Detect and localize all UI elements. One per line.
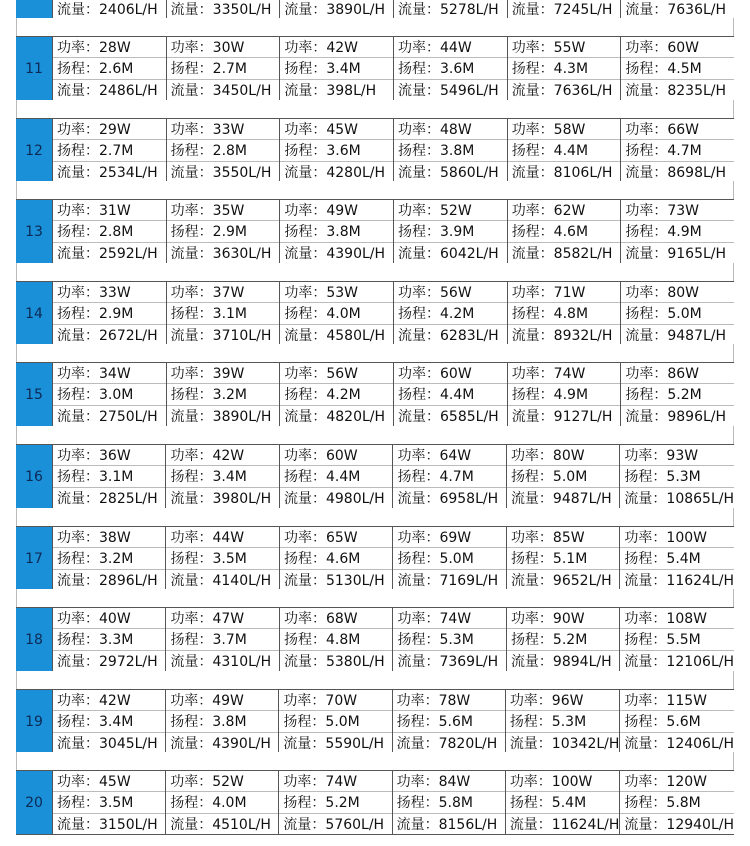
head-cell: 扬程：5.3M bbox=[506, 711, 620, 732]
flow-cell: 流量：4280L/H bbox=[284, 164, 386, 181]
head-cell: 扬程：3.1M bbox=[167, 303, 280, 324]
power-cell: 功率：74W bbox=[279, 771, 391, 792]
flow-cell: 流量：5860L/H bbox=[398, 164, 499, 181]
head-cell: 扬程：3.7M bbox=[166, 629, 278, 650]
flow-cell: 流量：12106L/H bbox=[624, 653, 735, 670]
spec-group bbox=[16, 444, 734, 509]
head-cell: 扬程：3.1M bbox=[53, 466, 165, 487]
spec-column bbox=[279, 771, 392, 834]
head-cell: 扬程：2.8M bbox=[53, 221, 166, 242]
power-cell: 功率：44W bbox=[394, 37, 507, 58]
head-cell: 扬程：5.6M bbox=[620, 711, 734, 732]
flow-cell: 流量：3630L/H bbox=[170, 245, 272, 262]
head-cell: 扬程：3.5M bbox=[166, 548, 278, 569]
group-separator bbox=[16, 671, 734, 690]
spec-column bbox=[394, 119, 508, 182]
spec-column bbox=[508, 200, 622, 263]
spec-column bbox=[53, 363, 167, 426]
spec-column bbox=[394, 282, 508, 345]
spec-column bbox=[506, 771, 621, 834]
flow-cell: 流量：7820L/H bbox=[396, 735, 498, 752]
head-cell: 扬程：4.6M bbox=[508, 221, 621, 242]
head-cell: 扬程：4.2M bbox=[280, 384, 393, 405]
power-cell: 功率：115W bbox=[620, 690, 734, 711]
spec-column bbox=[620, 445, 734, 508]
head-cell: 扬程：4.9M bbox=[621, 221, 734, 242]
flow-cell: 流量：7636L/H bbox=[511, 82, 613, 99]
power-cell: 功率：65W bbox=[280, 527, 392, 548]
power-cell: 功率：52W bbox=[166, 771, 278, 792]
power-cell: 功率：56W bbox=[280, 363, 393, 384]
flow-cell: 流量：5380L/H bbox=[283, 653, 385, 670]
head-cell: 扬程：3.2M bbox=[167, 384, 280, 405]
head-cell: 扬程：3.4M bbox=[166, 466, 278, 487]
flow-cell: 流量：4310L/H bbox=[170, 653, 272, 670]
power-cell: 功率：80W bbox=[621, 282, 734, 303]
flow-cell: 流量：12406L/H bbox=[624, 735, 734, 752]
power-cell: 功率：96W bbox=[506, 690, 620, 711]
spec-group bbox=[16, 118, 734, 183]
head-cell: 扬程：3.2M bbox=[53, 548, 165, 569]
row-index-cell: 13 bbox=[16, 200, 53, 263]
head-cell: 扬程：3.9M bbox=[394, 221, 507, 242]
head-cell: 扬程：4.6M bbox=[280, 548, 392, 569]
power-cell: 功率：49W bbox=[280, 200, 393, 221]
flow-cell: 流量：2672L/H bbox=[57, 327, 158, 344]
power-cell: 功率：48W bbox=[394, 119, 507, 140]
spec-column bbox=[393, 771, 506, 834]
flow-cell: 流量：2750L/H bbox=[57, 408, 158, 425]
flow-cell: 流量：7369L/H bbox=[397, 653, 499, 670]
flow-cell: 流量：9487L/H bbox=[625, 327, 727, 344]
row-index-cell: 18 bbox=[16, 608, 53, 671]
spec-group bbox=[16, 607, 734, 672]
spec-column bbox=[53, 771, 166, 834]
power-cell: 功率：78W bbox=[393, 690, 505, 711]
power-cell: 功率：40W bbox=[53, 608, 165, 629]
spec-group bbox=[16, 770, 734, 835]
flow-cell: 流量：2592L/H bbox=[57, 245, 158, 262]
spec-column bbox=[280, 282, 394, 345]
flow-cell: 流量：11624L/H bbox=[624, 572, 735, 589]
flow-cell: 流量：6958L/H bbox=[397, 490, 499, 507]
spec-column bbox=[53, 690, 166, 753]
flow-cell: 流量：5278L/H bbox=[394, 0, 508, 19]
flow-cell: 流量：7169L/H bbox=[397, 572, 499, 589]
head-cell: 扬程：3.6M bbox=[280, 140, 393, 161]
row-index-cell: 17 bbox=[16, 527, 53, 590]
spec-column bbox=[393, 690, 506, 753]
flow-cell: 流量：2406L/H bbox=[53, 0, 167, 19]
flow-cell: 流量：5590L/H bbox=[283, 735, 385, 752]
flow-cell: 流量：5130L/H bbox=[283, 572, 385, 589]
spec-column bbox=[508, 363, 622, 426]
power-cell: 功率：36W bbox=[53, 445, 165, 466]
power-cell: 功率：42W bbox=[166, 445, 278, 466]
group-separator bbox=[16, 344, 734, 363]
spec-column bbox=[620, 608, 734, 671]
spec-column bbox=[621, 282, 734, 345]
power-cell: 功率：71W bbox=[508, 282, 621, 303]
spec-column bbox=[166, 690, 279, 753]
spec-column bbox=[621, 119, 734, 182]
head-cell: 扬程：5.0M bbox=[507, 466, 619, 487]
flow-cell: 流量：8582L/H bbox=[511, 245, 613, 262]
head-cell: 扬程：2.9M bbox=[167, 221, 280, 242]
head-cell: 扬程：4.7M bbox=[393, 466, 505, 487]
spec-column bbox=[167, 119, 281, 182]
flow-cell: 流量：3045L/H bbox=[57, 735, 158, 752]
spec-column bbox=[167, 37, 281, 100]
head-cell: 扬程：4.7M bbox=[621, 140, 734, 161]
flow-cell: 流量：12940L/H bbox=[624, 816, 734, 833]
power-cell: 功率：34W bbox=[53, 363, 166, 384]
head-cell: 扬程：5.2M bbox=[621, 384, 734, 405]
flow-cell: 流量：3450L/H bbox=[170, 82, 272, 99]
spec-column bbox=[53, 608, 166, 671]
spec-column bbox=[166, 608, 279, 671]
row-index-cell: 15 bbox=[16, 363, 53, 426]
head-cell: 扬程：5.3M bbox=[620, 466, 734, 487]
head-cell: 扬程：4.3M bbox=[508, 58, 621, 79]
head-cell: 扬程：5.2M bbox=[279, 792, 391, 813]
flow-cell: 流量：8235L/H bbox=[625, 82, 727, 99]
spec-group bbox=[16, 36, 734, 101]
power-cell: 功率：35W bbox=[167, 200, 280, 221]
head-cell: 扬程：5.6M bbox=[393, 711, 505, 732]
power-cell: 功率：93W bbox=[620, 445, 734, 466]
spec-column bbox=[280, 527, 393, 590]
power-cell: 功率：60W bbox=[394, 363, 507, 384]
spec-column bbox=[53, 37, 167, 100]
head-cell: 扬程：3.4M bbox=[53, 711, 165, 732]
flow-cell: 流量：11624L/H bbox=[509, 816, 620, 833]
spec-column bbox=[620, 527, 734, 590]
spec-column bbox=[393, 527, 506, 590]
spec-column bbox=[280, 37, 394, 100]
power-cell: 功率：39W bbox=[167, 363, 280, 384]
group-separator bbox=[16, 100, 734, 119]
flow-cell: 流量：8156L/H bbox=[396, 816, 498, 833]
flow-cell: 流量：2825L/H bbox=[57, 490, 158, 507]
head-cell: 扬程：5.4M bbox=[620, 548, 734, 569]
group-separator bbox=[16, 18, 734, 37]
spec-group bbox=[16, 526, 734, 591]
power-cell: 功率：56W bbox=[394, 282, 507, 303]
flow-cell: 流量：7636L/H bbox=[625, 2, 727, 18]
head-cell: 扬程：4.4M bbox=[508, 140, 621, 161]
spec-column bbox=[507, 445, 620, 508]
spec-column bbox=[394, 363, 508, 426]
flow-cell: 流量：8932L/H bbox=[511, 327, 613, 344]
power-cell: 功率：60W bbox=[280, 445, 392, 466]
flow-cell: 流量：3980L/H bbox=[170, 490, 272, 507]
power-cell: 功率：44W bbox=[166, 527, 278, 548]
head-cell: 扬程：5.4M bbox=[506, 792, 620, 813]
power-cell: 功率：33W bbox=[167, 119, 280, 140]
power-cell: 功率：42W bbox=[280, 37, 393, 58]
flow-cell: 流量：3890L/H bbox=[280, 0, 394, 19]
flow-cell: 流量：8698L/H bbox=[625, 164, 727, 181]
head-cell: 扬程：3.6M bbox=[394, 58, 507, 79]
spec-column bbox=[53, 200, 167, 263]
row-index-cell: 19 bbox=[16, 690, 53, 753]
power-cell: 功率：33W bbox=[53, 282, 166, 303]
row-index-cell bbox=[16, 0, 53, 18]
power-cell: 功率：84W bbox=[393, 771, 505, 792]
head-cell: 扬程：5.1M bbox=[507, 548, 619, 569]
spec-column bbox=[53, 527, 166, 590]
head-cell: 扬程：4.4M bbox=[280, 466, 392, 487]
spec-column bbox=[621, 363, 734, 426]
head-cell: 扬程：3.4M bbox=[280, 58, 393, 79]
spec-column bbox=[167, 200, 281, 263]
power-cell: 功率：69W bbox=[393, 527, 505, 548]
flow-cell: 流量：4140L/H bbox=[170, 572, 272, 589]
flow-cell: 流量：4980L/H bbox=[283, 490, 385, 507]
power-cell: 功率：60W bbox=[621, 37, 734, 58]
power-cell: 功率：66W bbox=[621, 119, 734, 140]
head-cell: 扬程：4.8M bbox=[508, 303, 621, 324]
power-cell: 功率：45W bbox=[280, 119, 393, 140]
head-cell: 扬程：4.9M bbox=[508, 384, 621, 405]
head-cell: 扬程：3.5M bbox=[53, 792, 165, 813]
spec-column bbox=[166, 445, 279, 508]
spec-column bbox=[394, 200, 508, 263]
spec-column bbox=[508, 282, 622, 345]
head-cell: 扬程：5.0M bbox=[279, 711, 391, 732]
group-separator bbox=[16, 426, 734, 445]
head-cell: 扬程：4.0M bbox=[280, 303, 393, 324]
head-cell: 扬程：4.0M bbox=[166, 792, 278, 813]
row-index-cell: 12 bbox=[16, 119, 53, 182]
flow-cell: 流量：3550L/H bbox=[170, 164, 272, 181]
power-cell: 功率：38W bbox=[53, 527, 165, 548]
group-separator bbox=[16, 508, 734, 527]
flow-cell: 流量：9165L/H bbox=[625, 245, 727, 262]
spec-column bbox=[507, 527, 620, 590]
flow-cell: 流量：2534L/H bbox=[57, 164, 158, 181]
power-cell: 功率：120W bbox=[620, 771, 734, 792]
flow-cell: 流量：398L/H bbox=[284, 82, 377, 99]
head-cell: 扬程：3.0M bbox=[53, 384, 166, 405]
spec-column bbox=[508, 119, 622, 182]
flow-cell: 流量：9487L/H bbox=[510, 490, 612, 507]
head-cell: 扬程：4.8M bbox=[280, 629, 392, 650]
top-partial-row bbox=[16, 0, 734, 19]
head-cell: 扬程：2.6M bbox=[53, 58, 166, 79]
head-cell: 扬程：5.5M bbox=[620, 629, 734, 650]
flow-cell: 流量：5760L/H bbox=[283, 816, 385, 833]
power-cell: 功率：37W bbox=[167, 282, 280, 303]
power-cell: 功率：74W bbox=[393, 608, 505, 629]
spec-column bbox=[393, 445, 506, 508]
spec-column bbox=[280, 608, 393, 671]
head-cell: 扬程：2.9M bbox=[53, 303, 166, 324]
flow-cell: 流量：9652L/H bbox=[510, 572, 612, 589]
flow-cell: 流量：4390L/H bbox=[284, 245, 386, 262]
spec-group bbox=[16, 362, 734, 427]
spec-column bbox=[620, 690, 734, 753]
row-index-cell: 14 bbox=[16, 282, 53, 345]
power-cell: 功率：73W bbox=[621, 200, 734, 221]
power-cell: 功率：30W bbox=[167, 37, 280, 58]
flow-cell: 流量：4510L/H bbox=[170, 816, 271, 833]
head-cell: 扬程：4.5M bbox=[621, 58, 734, 79]
power-cell: 功率：28W bbox=[53, 37, 166, 58]
flow-cell: 流量：3890L/H bbox=[170, 408, 272, 425]
power-cell: 功率：100W bbox=[506, 771, 620, 792]
power-cell: 功率：31W bbox=[53, 200, 166, 221]
power-cell: 功率：64W bbox=[393, 445, 505, 466]
spec-column bbox=[166, 527, 279, 590]
spec-column bbox=[280, 200, 394, 263]
spec-group bbox=[16, 689, 734, 754]
power-cell: 功率：53W bbox=[280, 282, 393, 303]
flow-cell: 流量：3710L/H bbox=[170, 327, 272, 344]
spec-column bbox=[394, 37, 508, 100]
head-cell: 扬程：2.7M bbox=[53, 140, 166, 161]
flow-cell: 流量：4580L/H bbox=[284, 327, 386, 344]
flow-cell: 流量：4820L/H bbox=[284, 408, 386, 425]
spec-group bbox=[16, 199, 734, 264]
spec-column bbox=[166, 771, 279, 834]
head-cell: 扬程：3.8M bbox=[280, 221, 393, 242]
power-cell: 功率：55W bbox=[508, 37, 621, 58]
power-cell: 功率：49W bbox=[166, 690, 278, 711]
head-cell: 扬程：3.8M bbox=[166, 711, 278, 732]
flow-cell: 流量：3350L/H bbox=[167, 0, 281, 19]
spec-column bbox=[280, 445, 393, 508]
spec-column bbox=[280, 119, 394, 182]
power-cell: 功率：47W bbox=[166, 608, 278, 629]
flow-cell: 流量：4390L/H bbox=[170, 735, 271, 752]
flow-cell: 流量：8106L/H bbox=[511, 164, 613, 181]
power-cell: 功率：45W bbox=[53, 771, 165, 792]
group-separator bbox=[16, 181, 734, 200]
head-cell: 扬程：3.8M bbox=[394, 140, 507, 161]
flow-cell: 流量：6283L/H bbox=[398, 327, 499, 344]
power-cell: 功率：74W bbox=[508, 363, 621, 384]
power-cell: 功率：108W bbox=[620, 608, 734, 629]
flow-cell: 流量：9896L/H bbox=[625, 408, 727, 425]
head-cell: 扬程：4.4M bbox=[394, 384, 507, 405]
flow-cell: 流量：6042L/H bbox=[398, 245, 499, 262]
power-cell: 功率：42W bbox=[53, 690, 165, 711]
power-cell: 功率：70W bbox=[279, 690, 391, 711]
flow-cell: 流量：10342L/H bbox=[509, 735, 620, 752]
spec-column bbox=[621, 37, 734, 100]
head-cell: 扬程：5.2M bbox=[507, 629, 619, 650]
spec-column bbox=[393, 608, 506, 671]
power-cell: 功率：52W bbox=[394, 200, 507, 221]
head-cell: 扬程：2.7M bbox=[167, 58, 280, 79]
power-cell: 功率：58W bbox=[508, 119, 621, 140]
spec-column bbox=[53, 282, 167, 345]
spec-column bbox=[53, 445, 166, 508]
head-cell: 扬程：2.8M bbox=[167, 140, 280, 161]
flow-cell: 流量：7245L/H bbox=[508, 0, 622, 19]
flow-cell: 流量：5496L/H bbox=[398, 82, 499, 99]
head-cell: 扬程：5.8M bbox=[620, 792, 734, 813]
spec-column bbox=[167, 363, 281, 426]
head-cell: 扬程：5.8M bbox=[393, 792, 505, 813]
head-cell: 扬程：5.3M bbox=[393, 629, 505, 650]
spec-column bbox=[621, 200, 734, 263]
group-separator bbox=[16, 752, 734, 771]
flow-cell: 流量：3150L/H bbox=[57, 816, 158, 833]
group-separator bbox=[16, 263, 734, 282]
spec-column bbox=[508, 37, 622, 100]
power-cell: 功率：62W bbox=[508, 200, 621, 221]
power-cell: 功率：86W bbox=[621, 363, 734, 384]
row-index-cell: 11 bbox=[16, 37, 53, 100]
power-cell: 功率：85W bbox=[507, 527, 619, 548]
flow-cell: 流量：6585L/H bbox=[398, 408, 499, 425]
power-cell: 功率：29W bbox=[53, 119, 166, 140]
row-index-cell: 20 bbox=[16, 771, 53, 834]
flow-cell: 流量：2486L/H bbox=[57, 82, 158, 99]
group-separator bbox=[16, 589, 734, 608]
row-index-cell: 16 bbox=[16, 445, 53, 508]
spec-column bbox=[280, 363, 394, 426]
power-cell: 功率：100W bbox=[620, 527, 734, 548]
flow-cell: 流量：9127L/H bbox=[511, 408, 613, 425]
flow-cell: 流量：2896L/H bbox=[57, 572, 158, 589]
power-cell: 功率：80W bbox=[507, 445, 619, 466]
spec-group bbox=[16, 281, 734, 346]
head-cell: 扬程：3.3M bbox=[53, 629, 165, 650]
spec-column bbox=[506, 690, 621, 753]
spec-column bbox=[620, 771, 734, 834]
spec-column bbox=[279, 690, 392, 753]
power-cell: 功率：68W bbox=[280, 608, 392, 629]
spec-column bbox=[53, 119, 167, 182]
spec-column bbox=[167, 282, 281, 345]
spec-column bbox=[507, 608, 620, 671]
flow-cell: 流量：9894L/H bbox=[510, 653, 612, 670]
head-cell: 扬程：5.0M bbox=[393, 548, 505, 569]
power-cell: 功率：90W bbox=[507, 608, 619, 629]
head-cell: 扬程：4.2M bbox=[394, 303, 507, 324]
head-cell: 扬程：5.0M bbox=[621, 303, 734, 324]
flow-cell: 流量：2972L/H bbox=[57, 653, 158, 670]
flow-cell: 流量：10865L/H bbox=[624, 490, 735, 507]
